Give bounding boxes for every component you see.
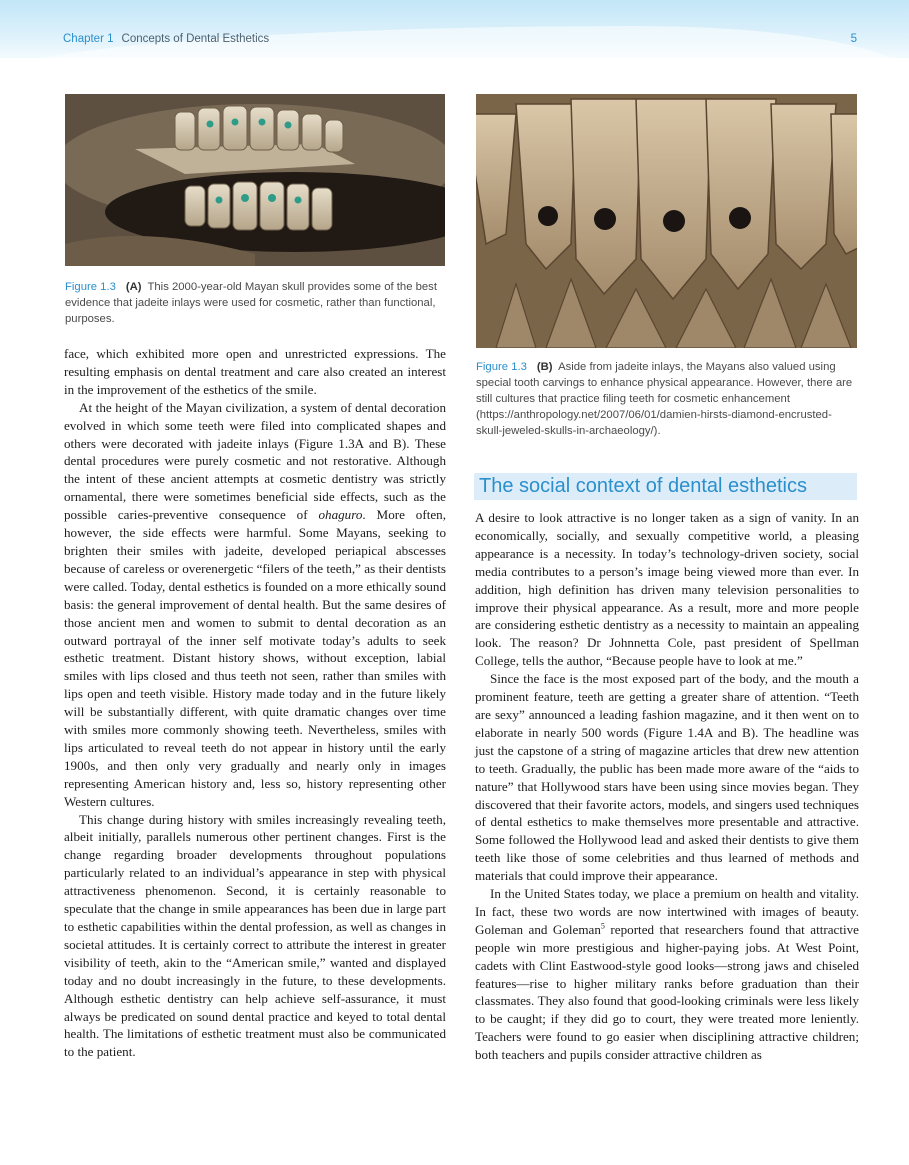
figure-label: Figure 1.3 [476,361,527,373]
page-header [0,0,909,58]
italic-term: ohaguro [318,507,363,523]
figure-1-3a-image [65,94,445,266]
chapter-title: Concepts of Dental Esthetics [121,33,270,45]
chapter-label: Chapter 1 [63,33,114,45]
paragraph: This change during history with smiles increasingly revealing teeth, albeit initially, parallels numerous other pertinent changes. First is the change regarding broader developments throughout populations particularly related to an individual’s appearance in step with physical attractiveness phenomenon. Second, it is certainly reasonable to speculate that the change in smile appearances has been due in large part to esthetic capabilities within the dental profession, as well as changes in societal attitudes. It is certainly correct to attribute the interest in greater visibility of teeth, akin to the “American smile,” wanted and displayed today and no doubt increasingly in the future, to these developments. Although esthetic dentistry can help achieve self-assurance, it must always be predicated on sound dental practice and keyed to total dental health. The limitations of esthetic treatment must also be communicated to the patient. [64,811,446,1060]
figure-label: Figure 1.3 [65,281,116,293]
paragraph [64,399,446,811]
paragraph-text: In the United States today, we place a premium on health and vitality. In fact, these two words are now intertwined with images of beauty. Goleman and Goleman [475,886,859,937]
caption-text: This 2000-year-old Mayan skull provides some of the best evidence that jadeite inlays were used for cosmetic, rather than functional, purposes. [65,281,437,325]
figure-part: (A) [125,281,142,293]
running-head [63,33,269,45]
mayan-skull-illustration [65,94,445,266]
paragraph-text: . More often, however, the side effects were harmful. Some Mayans, seeking to brighten their smiles with jadeite, developed periapical abscesses because of careless or overenergetic “filers of the teeth,” as their dentists were called. Today, dental esthetics is founded on a more ethically sound basis: the general improvement of dental health. But the same desires of those ancient men and women to submit to dental decoration as an outward portrayal of the inner self motivate today’s adults to seek esthetic treatment. Distant history shows, without exception, labial smiles with lips closed and thus teeth not seen, rather than smiles with lips open and teeth visible. History made today and in the future likely will be substantially different, with quite dramatic changes over time with smiles more commonly showing teeth. Nevertheless, smiles with lips articulated to reveal teeth do not appear in history until the early 1900s, and then only very gradually and nearly only in images representing American history and, less so, history representing other Western cultures. [64,507,446,809]
paragraph: A desire to look attractive is no longer taken as a sign of vanity. In an economically, socially, and sexually competitive world, a pleasing appearance is a necessity. In today’s technology-driven society, social media contributes to a person’s image being viewed more than ever. In addition, high definition has driven many television personalities to improve their physical appearance. As a result, more and more people are considering esthetic dentistry as a necessity to maintain an appealing look. The reason? Dr Johnnetta Cole, past president of Spellman College, tells the author, “Because people have to look at me.” [475,510,859,669]
page-number: 5 [850,33,857,45]
paragraph: Since the face is the most exposed part of the body, and the mouth a prominent feature, teeth are getting a greater share of attention. “Teeth are sexy” announced a leading fashion magazine, and it then went on to elaborate in nearly 500 words (Figure 1.4A and B). The headline was just the capstone of a string of magazine articles that drew new attention to teeth. Gradually, the public has been made more aware of the “aids to nature” that Hollywood stars have been using since movies began. They discovered that their favorite actors, models, and singers used techniques of dental esthetics to make themselves more presentable and attractive. Some followed the Hollywood lead and asked their dentists to give them teeth like those of some celebrities and thus learned of methods and materials that could improve their appearance. [475,671,859,884]
figure-1-3b-image [476,94,857,348]
carved-teeth-illustration [476,94,857,348]
figure-1-3a-caption [65,279,445,327]
left-text-column [64,345,446,1061]
paragraph [475,885,859,1064]
paragraph: face, which exhibited more open and unrestricted expressions. The resulting emphasis on dental treatment and care also created an interest in the improvement of the esthetics of the smile. [64,346,446,397]
paragraph-text: At the height of the Mayan civilization, a system of dental decoration evolved in which some teeth were filed into complicated shapes and others were decorated with jadeite inlays (Figure 1.3A and B). These dental procedures were purely cosmetic and not restorative. Although the intent of these ancient attempts at cosmetic dentistry was strictly ornamental, there were sometimes beneficial side effects, such as the possible caries-preventive consequence of [64,399,446,523]
section-heading: The social context of dental esthetics [474,473,857,500]
caption-text: Aside from jadeite inlays, the Mayans also valued using special tooth carvings to enhance physical appearance. However, there are still cultures that practice filing teeth for cosmetic enhancement (https://anthropology.net/2007/06/01/damien-hirsts-diamond-encrusted-skull-jeweled-skulls-in-archaeology/). [476,361,853,437]
figure-1-3b-caption [476,359,857,439]
reference-superscript: 5 [600,921,605,931]
figure-part: (B) [536,361,553,373]
paragraph-text: reported that researchers found that attractive people win more prestigious and higher-paying jobs. At West Point, cadets with Clint Eastwood-style good looks—strong jaws and chiseled features—rise to higher military ranks before graduation than their classmates. They also found that good-looking criminals were less likely to be caught; if they did go to court, they were treated more leniently. Teachers were found to go easier when disciplining attractive children; both teachers and pupils consider attractive children as [475,921,859,1063]
right-text-column [475,509,859,1064]
